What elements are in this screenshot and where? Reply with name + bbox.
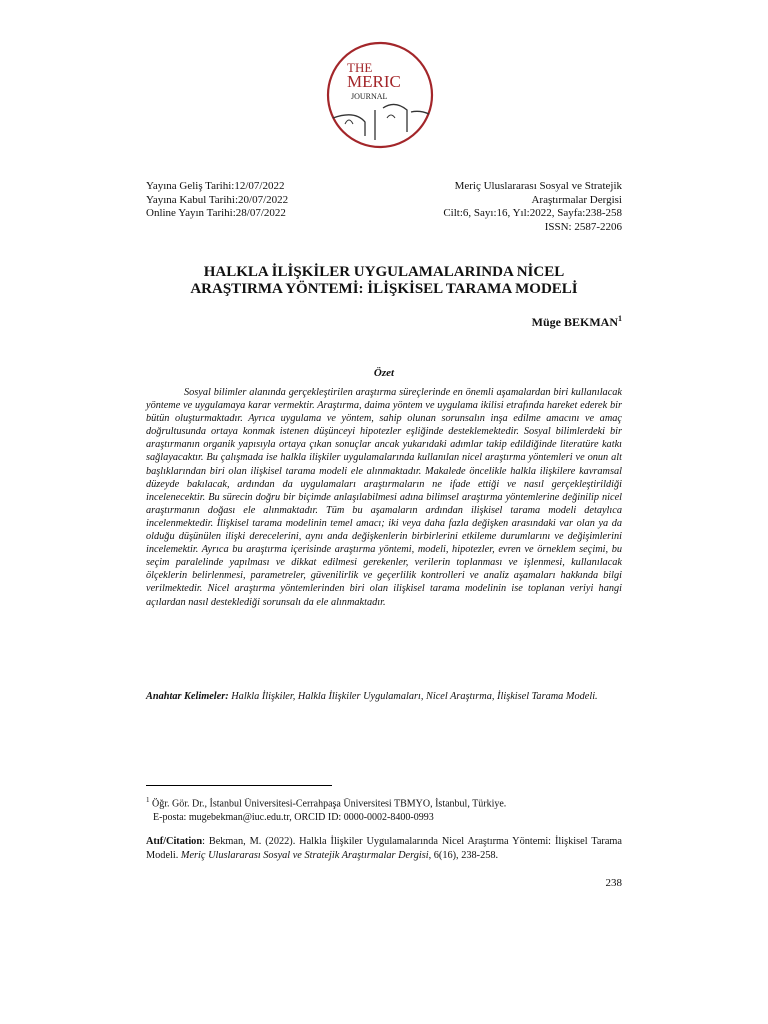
submission-dates	[146, 180, 288, 221]
received-date: Yayına Geliş Tarihi:12/07/2022	[146, 180, 285, 192]
author-note-marker: 1	[618, 314, 622, 323]
issn: ISSN: 2587-2206	[544, 220, 622, 233]
online-date: Online Yayın Tarihi:28/07/2022	[146, 207, 286, 219]
footnote	[146, 793, 506, 825]
journal-logo-icon	[325, 40, 435, 150]
keywords-text: Halkla İlişkiler, Halkla İlişkiler Uygulamaları, Nicel Araştırma, İlişkisel Tarama Modeli.	[231, 691, 598, 702]
accepted-date: Yayına Kabul Tarihi:20/07/2022	[146, 193, 289, 206]
abstract-heading: Özet	[373, 367, 395, 379]
journal-info	[443, 180, 622, 234]
logo-line1: THE	[347, 60, 373, 75]
journal-name-line1: Meriç Uluslararası Sosyal ve Stratejik	[454, 180, 622, 192]
citation-journal: Meriç Uluslararası Sosyal ve Stratejik Araştırmalar Dergisi	[180, 849, 429, 861]
paper-title	[146, 264, 622, 298]
page-number: 238	[605, 877, 622, 889]
abstract-text: Sosyal bilimler alanında gerçekleştirilen araştırma süreçlerinde en önemli aşamalardan biri kullanılacak yönteme ve uygulamaya karar vermektir. Araştırma, daima yöntem ve uygulama ikilisi etrafında hareket ederek bir bütün oluşturmaktadır. Ayrıca uygulama ve yöntem, sahip olunan sorunsalın inşa edilme amacını ve amaç doğrultusunda ortaya konmak istenen düşünceyi hipotezler eşliğinde desteklemektedir. Sosyal bilimlerdeki bir araştırmanın organik yapısıyla ortaya çıkan sonuçlar ancak yukarıdaki adımlar takip edildiğinde literatüre katkı sağlayacaktır. Bu çalışmada ise halkla ilişkiler uygulamalarında kullanılan nicel araştırma yöntemleri ve onun alt başlıklarından biri olan ilişkisel tarama modeli ele alınmaktadır. Makalede öncelikle halkla ilişkilere kavramsal düzeyde bakılacak, ardından da uygulamaları araştırmaların ne ifade ettiği ve nasıl gerçekleştirildiği incelenecektir. Bu sürecin doğru bir biçimde anlaşılabilmesi adına bilimsel araştırma yöntemlerine değinilip nicel araştırmanın doğası ele alınmaktadır. Tüm bu aşamaların ardından ilişkisel tarama modeli detaylıca incelenmektedir. İlişkisel tarama modelinin temel amacı; iki veya daha fazla değişken arasındaki var olan ya da olduğu düşünülen ilişki derecelerini, aynı anda değişkenlerin birbirlerini etkileme durumlarını ve değişimlerini incelemektir. Ayrıca bu araştırma içerisinde araştırma yöntemi, modeli, hipotezler, evren ve örneklem seçimi, bu seçim paralelinde yapılması ve dikkat edilmesi gerekenler, verilerin toplanması ve işlenmesi, kullanılacak ölçeklerin belirlenmesi, parametreler, güvenilirlik ve geçerlilik kontrolleri ve analiz aşamaları hakkında bilgi verilmektedir. Nicel araştırma yöntemlerinden biri olan ilişkisel tarama modelinin ise toplanan veriyi hangi açılardan nasıl desteklediği sorunsalı da ele alınmaktadır.	[146, 387, 622, 608]
title-line2: ARAŞTIRMA YÖNTEMİ: İLİŞKİSEL TARAMA MODELİ	[190, 281, 578, 297]
footnote-affiliation: Öğr. Gör. Dr., İstanbul Üniversitesi-Cerrahpaşa Üniversitesi TBMYO, İstanbul, Türkiye.	[152, 798, 507, 810]
logo-line2: MERIC	[347, 72, 401, 91]
volume-info: Cilt:6, Sayı:16, Yıl:2022, Sayfa:238-258	[443, 207, 622, 219]
citation-text: : Bekman, M. (2022). Halkla İlişkiler Uygulamalarında Nicel Araştırma Yöntemi: İlişkisel Tarama Modeli.	[146, 836, 622, 861]
author	[532, 314, 622, 330]
footnote-divider	[146, 785, 332, 786]
keywords	[146, 690, 622, 704]
title-line1: HALKLA İLİŞKİLER UYGULAMALARINDA NİCEL	[203, 264, 565, 280]
footnote-contact: E-posta: mugebekman@iuc.edu.tr, ORCID ID: 0000-0002-8400-0993	[153, 812, 434, 824]
citation-label: Atıf/Citation	[146, 836, 203, 847]
journal-name-line2: Araştırmalar Dergisi	[531, 193, 622, 206]
footnote-marker: 1	[146, 796, 150, 804]
logo-line3: JOURNAL	[351, 92, 388, 101]
keywords-label: Anahtar Kelimeler:	[146, 691, 229, 702]
citation-tail: , 6(16), 238-258.	[428, 849, 499, 861]
author-name: Müge BEKMAN	[531, 315, 618, 329]
citation	[146, 835, 622, 862]
